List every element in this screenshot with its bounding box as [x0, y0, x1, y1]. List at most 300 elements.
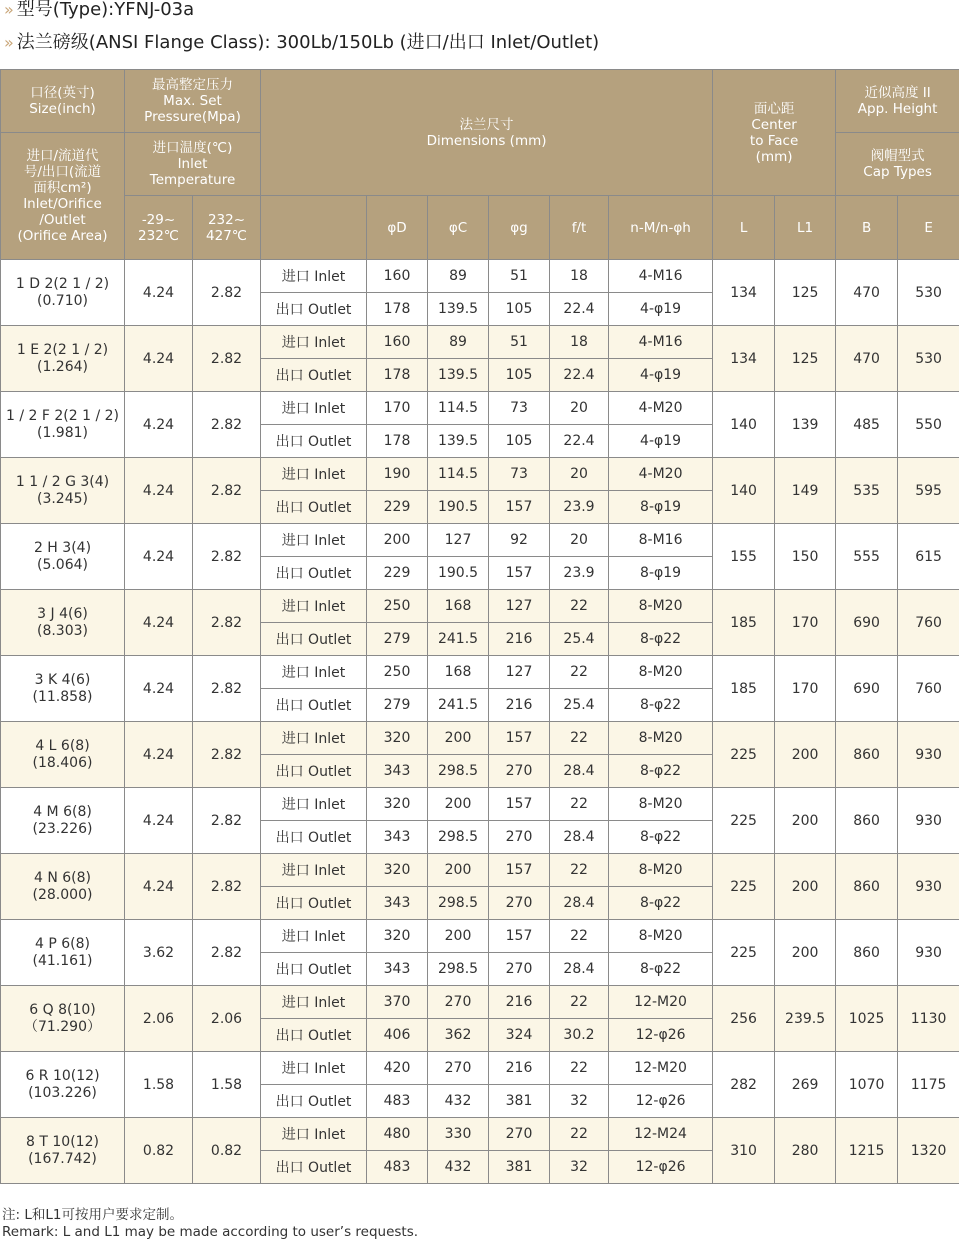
- direction-cell: 出口 Outlet: [261, 755, 367, 788]
- direction-cell: 进口 Inlet: [261, 260, 367, 293]
- phiD-cell: 279: [367, 689, 428, 722]
- size-cell: [1, 1052, 125, 1118]
- nm-cell: 4-φ19: [609, 293, 713, 326]
- phiD-cell: 420: [367, 1052, 428, 1085]
- L1-cell: 200: [775, 854, 836, 920]
- nm-cell: 8-M20: [609, 854, 713, 887]
- phiC-header: φC: [428, 196, 489, 260]
- phiD-cell: 343: [367, 953, 428, 986]
- size-code: 1 1 / 2 G 3(4): [15, 473, 110, 490]
- ft-cell: 28.4: [550, 755, 609, 788]
- pressure-high-temp-cell: 2.82: [193, 920, 261, 986]
- size-code: 4 L 6(8): [35, 737, 90, 754]
- size-cell: [1, 524, 125, 590]
- L-cell: 225: [713, 788, 775, 854]
- phiC-cell: 200: [428, 920, 489, 953]
- phig-cell: 270: [489, 953, 550, 986]
- B-cell: 535: [836, 458, 898, 524]
- L-cell: 140: [713, 458, 775, 524]
- phig-cell: 92: [489, 524, 550, 557]
- direction-cell: 出口 Outlet: [261, 557, 367, 590]
- table-row-inlet: [1, 260, 959, 293]
- phig-cell: 157: [489, 722, 550, 755]
- ft-cell: 20: [550, 392, 609, 425]
- phiD-cell: 250: [367, 590, 428, 623]
- size-code: 4 N 6(8): [33, 869, 92, 886]
- pressure-high-temp-cell: 2.82: [193, 458, 261, 524]
- phiD-cell: 178: [367, 293, 428, 326]
- B-cell: 1215: [836, 1118, 898, 1184]
- direction-cell: 出口 Outlet: [261, 1019, 367, 1052]
- L1-cell: 280: [775, 1118, 836, 1184]
- remark-note: [2, 1207, 418, 1241]
- ft-cell: 20: [550, 458, 609, 491]
- phig-cell: 216: [489, 986, 550, 1019]
- nm-cell: 8-M20: [609, 722, 713, 755]
- pressure-high-temp-cell: 2.82: [193, 656, 261, 722]
- direction-cell: 进口 Inlet: [261, 392, 367, 425]
- direction-cell: 进口 Inlet: [261, 920, 367, 953]
- ft-cell: 18: [550, 326, 609, 359]
- B-cell: 470: [836, 260, 898, 326]
- ft-cell: 22.4: [550, 293, 609, 326]
- nm-cell: 8-M16: [609, 524, 713, 557]
- size-code: 1 / 2 F 2(2 1 / 2): [5, 407, 119, 424]
- phig-cell: 73: [489, 392, 550, 425]
- pressure-high-temp-cell: 2.06: [193, 986, 261, 1052]
- pressure-low-temp-cell: 0.82: [125, 1118, 193, 1184]
- orifice-area: (1.264): [36, 358, 88, 375]
- direction-cell: 出口 Outlet: [261, 821, 367, 854]
- E-cell: 615: [898, 524, 959, 590]
- nm-cell: 8-φ22: [609, 887, 713, 920]
- L-cell: 140: [713, 392, 775, 458]
- ft-cell: 20: [550, 524, 609, 557]
- table-row-inlet: [1, 1052, 959, 1085]
- L1-cell: 200: [775, 722, 836, 788]
- size-cell: [1, 788, 125, 854]
- phig-cell: 73: [489, 458, 550, 491]
- phig-header: φg: [489, 196, 550, 260]
- remark-en: Remark: L and L1 may be made according to user’s requests.: [2, 1224, 419, 1240]
- model-text: 型号(Type):YFNJ-03a: [16, 0, 195, 20]
- ft-cell: 22: [550, 722, 609, 755]
- L1-cell: 200: [775, 788, 836, 854]
- ft-cell: 28.4: [550, 953, 609, 986]
- pressure-header: 最高整定压力 Max. Set Pressure(Mpa): [125, 70, 261, 133]
- phiD-cell: 343: [367, 755, 428, 788]
- phig-cell: 157: [489, 557, 550, 590]
- phiD-cell: 343: [367, 887, 428, 920]
- size-cell: [1, 722, 125, 788]
- pressure-high-temp-cell: 2.82: [193, 854, 261, 920]
- phiD-cell: 229: [367, 491, 428, 524]
- ft-cell: 22: [550, 590, 609, 623]
- pressure-high-temp-cell: 2.82: [193, 722, 261, 788]
- size-cell: [1, 986, 125, 1052]
- E-cell: 930: [898, 920, 959, 986]
- table-body: [1, 260, 959, 1184]
- orifice-area: (8.303): [36, 622, 88, 639]
- L-cell: 134: [713, 326, 775, 392]
- phig-cell: 270: [489, 1118, 550, 1151]
- L-cell: 225: [713, 854, 775, 920]
- phiC-cell: 241.5: [428, 623, 489, 656]
- phiD-cell: 483: [367, 1085, 428, 1118]
- size-cell: [1, 458, 125, 524]
- size-cell: [1, 326, 125, 392]
- ft-cell: 28.4: [550, 887, 609, 920]
- phiC-cell: 298.5: [428, 887, 489, 920]
- phiC-cell: 270: [428, 986, 489, 1019]
- phiD-cell: 320: [367, 854, 428, 887]
- phiC-cell: 190.5: [428, 557, 489, 590]
- direction-cell: 进口 Inlet: [261, 458, 367, 491]
- ft-cell: 22: [550, 920, 609, 953]
- phig-cell: 324: [489, 1019, 550, 1052]
- phiD-cell: 320: [367, 722, 428, 755]
- phiC-cell: 432: [428, 1151, 489, 1184]
- L-cell: 225: [713, 722, 775, 788]
- ft-cell: 22.4: [550, 425, 609, 458]
- ft-cell: 22: [550, 986, 609, 1019]
- phig-cell: 216: [489, 1052, 550, 1085]
- center-to-face-header: 面心距 Center to Face (mm): [713, 70, 836, 196]
- phiC-cell: 168: [428, 656, 489, 689]
- nm-cell: 12-M20: [609, 986, 713, 1019]
- nm-cell: 12-φ26: [609, 1151, 713, 1184]
- L1-cell: 149: [775, 458, 836, 524]
- pressure-low-temp-cell: 4.24: [125, 260, 193, 326]
- phiC-cell: 298.5: [428, 821, 489, 854]
- height-header: 近似高度 II App. Height: [836, 70, 959, 133]
- size-code: 4 M 6(8): [33, 803, 92, 820]
- direction-cell: 出口 Outlet: [261, 623, 367, 656]
- phig-cell: 216: [489, 689, 550, 722]
- phiD-cell: 229: [367, 557, 428, 590]
- nm-cell: 4-M16: [609, 326, 713, 359]
- phiD-cell: 480: [367, 1118, 428, 1151]
- nm-cell: 12-φ26: [609, 1085, 713, 1118]
- phiD-cell: 178: [367, 359, 428, 392]
- phiC-cell: 114.5: [428, 392, 489, 425]
- E-header: E: [898, 196, 959, 260]
- nm-cell: 12-φ26: [609, 1019, 713, 1052]
- pressure-low-temp-cell: 4.24: [125, 326, 193, 392]
- pressure-high-temp-cell: 0.82: [193, 1118, 261, 1184]
- E-cell: 760: [898, 590, 959, 656]
- phiC-cell: 139.5: [428, 425, 489, 458]
- pressure-low-temp-cell: 4.24: [125, 524, 193, 590]
- orifice-area: (103.226): [28, 1084, 97, 1101]
- table-row-inlet: [1, 458, 959, 491]
- size-cell: [1, 656, 125, 722]
- size-code: 1 D 2(2 1 / 2): [15, 275, 110, 292]
- L1-cell: 200: [775, 920, 836, 986]
- spec-table: [0, 69, 959, 1184]
- nm-cell: 4-M20: [609, 392, 713, 425]
- nm-cell: 8-φ19: [609, 491, 713, 524]
- table-header: [1, 70, 959, 260]
- flange-class-text: 法兰磅级(ANSI Flange Class): 300Lb/150Lb (进口/出口 Inlet/Outlet): [16, 32, 600, 53]
- table-row-inlet: [1, 326, 959, 359]
- pressure-low-temp-cell: 4.24: [125, 854, 193, 920]
- direction-cell: 出口 Outlet: [261, 1085, 367, 1118]
- phiC-cell: 362: [428, 1019, 489, 1052]
- E-cell: 595: [898, 458, 959, 524]
- B-header: B: [836, 196, 898, 260]
- ft-cell: 25.4: [550, 623, 609, 656]
- direction-cell: 进口 Inlet: [261, 326, 367, 359]
- phiD-cell: 370: [367, 986, 428, 1019]
- size-code: 6 Q 8(10): [29, 1001, 96, 1018]
- nm-cell: 8-M20: [609, 590, 713, 623]
- phiC-cell: 241.5: [428, 689, 489, 722]
- orifice-area: (5.064): [36, 556, 88, 573]
- phig-cell: 51: [489, 260, 550, 293]
- phiC-cell: 200: [428, 854, 489, 887]
- orifice-header: 进口/流道代 号/出口(流道 面积cm²) Inlet/Orifice /Outlet (Orifice Area): [1, 133, 125, 260]
- size-cell: [1, 590, 125, 656]
- table-row-inlet: [1, 392, 959, 425]
- E-cell: 930: [898, 854, 959, 920]
- phiD-cell: 190: [367, 458, 428, 491]
- ft-cell: 32: [550, 1151, 609, 1184]
- ft-cell: 22: [550, 788, 609, 821]
- nm-cell: 8-φ22: [609, 623, 713, 656]
- table-row-inlet: [1, 986, 959, 1019]
- phig-cell: 157: [489, 920, 550, 953]
- model-heading: [4, 0, 194, 25]
- phiC-cell: 168: [428, 590, 489, 623]
- phiD-cell: 200: [367, 524, 428, 557]
- size-code: 1 E 2(2 1 / 2): [16, 341, 109, 358]
- orifice-area: (11.858): [32, 688, 93, 705]
- ft-cell: 32: [550, 1085, 609, 1118]
- ft-cell: 30.2: [550, 1019, 609, 1052]
- B-cell: 1025: [836, 986, 898, 1052]
- pressure-low-temp-cell: 4.24: [125, 656, 193, 722]
- temp-range-2-header: 232~ 427℃: [193, 196, 261, 260]
- nm-cell: 4-M20: [609, 458, 713, 491]
- phig-cell: 157: [489, 788, 550, 821]
- E-cell: 930: [898, 722, 959, 788]
- phiC-cell: 270: [428, 1052, 489, 1085]
- orifice-area: (0.710): [36, 292, 88, 309]
- nm-cell: 8-φ22: [609, 953, 713, 986]
- phiC-cell: 139.5: [428, 359, 489, 392]
- phiD-cell: 160: [367, 260, 428, 293]
- direction-cell: 进口 Inlet: [261, 590, 367, 623]
- phig-cell: 270: [489, 887, 550, 920]
- phiC-cell: 200: [428, 722, 489, 755]
- phiD-cell: 170: [367, 392, 428, 425]
- E-cell: 1175: [898, 1052, 959, 1118]
- size-cell: [1, 1118, 125, 1184]
- size-code: 8 T 10(12): [26, 1133, 99, 1150]
- direction-cell: 进口 Inlet: [261, 656, 367, 689]
- pressure-low-temp-cell: 4.24: [125, 392, 193, 458]
- phig-cell: 105: [489, 293, 550, 326]
- B-cell: 860: [836, 722, 898, 788]
- direction-cell: 出口 Outlet: [261, 887, 367, 920]
- orifice-area: (1.981): [36, 424, 88, 441]
- size-cell: [1, 260, 125, 326]
- direction-cell: 出口 Outlet: [261, 425, 367, 458]
- pressure-low-temp-cell: 3.62: [125, 920, 193, 986]
- nm-cell: 8-φ22: [609, 689, 713, 722]
- ft-cell: 22: [550, 1118, 609, 1151]
- phiC-cell: 298.5: [428, 755, 489, 788]
- L-cell: 225: [713, 920, 775, 986]
- nm-cell: 12-M20: [609, 1052, 713, 1085]
- phig-cell: 381: [489, 1085, 550, 1118]
- direction-cell: 进口 Inlet: [261, 1118, 367, 1151]
- ft-cell: 22.4: [550, 359, 609, 392]
- L1-cell: 170: [775, 656, 836, 722]
- L-header: L: [713, 196, 775, 260]
- ft-cell: 22: [550, 1052, 609, 1085]
- L1-cell: 139: [775, 392, 836, 458]
- table-row-inlet: [1, 920, 959, 953]
- L-cell: 282: [713, 1052, 775, 1118]
- ft-cell: 22: [550, 656, 609, 689]
- phiC-cell: 139.5: [428, 293, 489, 326]
- table-row-inlet: [1, 722, 959, 755]
- pressure-high-temp-cell: 2.82: [193, 524, 261, 590]
- phiC-cell: 114.5: [428, 458, 489, 491]
- nm-cell: 8-M20: [609, 920, 713, 953]
- pressure-high-temp-cell: 2.82: [193, 260, 261, 326]
- L1-cell: 125: [775, 326, 836, 392]
- nm-cell: 8-φ22: [609, 755, 713, 788]
- nm-header: n-M/n-φh: [609, 196, 713, 260]
- chevron-icon: »: [4, 33, 11, 52]
- E-cell: 530: [898, 260, 959, 326]
- orifice-area: (167.742): [28, 1150, 97, 1167]
- L-cell: 185: [713, 656, 775, 722]
- ft-cell: 18: [550, 260, 609, 293]
- E-cell: 1320: [898, 1118, 959, 1184]
- pressure-high-temp-cell: 2.82: [193, 392, 261, 458]
- B-cell: 860: [836, 788, 898, 854]
- nm-cell: 8-φ22: [609, 821, 713, 854]
- temperature-header: 进口温度(℃) Inlet Temperature: [125, 133, 261, 196]
- phig-cell: 216: [489, 623, 550, 656]
- ft-cell: 22: [550, 854, 609, 887]
- table-row-inlet: [1, 854, 959, 887]
- table-row-inlet: [1, 590, 959, 623]
- phiC-cell: 298.5: [428, 953, 489, 986]
- pressure-high-temp-cell: 2.82: [193, 788, 261, 854]
- direction-cell: 出口 Outlet: [261, 953, 367, 986]
- size-code: 4 P 6(8): [35, 935, 90, 952]
- direction-cell: 进口 Inlet: [261, 722, 367, 755]
- L-cell: 310: [713, 1118, 775, 1184]
- pressure-low-temp-cell: 4.24: [125, 458, 193, 524]
- L1-cell: 269: [775, 1052, 836, 1118]
- direction-header: [261, 196, 367, 260]
- E-cell: 930: [898, 788, 959, 854]
- L1-cell: 170: [775, 590, 836, 656]
- phiD-cell: 178: [367, 425, 428, 458]
- orifice-area: （71.290）: [24, 1018, 101, 1035]
- pressure-high-temp-cell: 2.82: [193, 326, 261, 392]
- nm-cell: 4-φ19: [609, 425, 713, 458]
- chevron-icon: »: [4, 0, 11, 19]
- phig-cell: 127: [489, 656, 550, 689]
- direction-cell: 出口 Outlet: [261, 491, 367, 524]
- flange-class-heading: [4, 28, 599, 58]
- size-code: 3 J 4(6): [37, 605, 88, 622]
- phig-cell: 51: [489, 326, 550, 359]
- phiD-header: φD: [367, 196, 428, 260]
- B-cell: 485: [836, 392, 898, 458]
- phig-cell: 127: [489, 590, 550, 623]
- phiC-cell: 200: [428, 788, 489, 821]
- phig-cell: 270: [489, 755, 550, 788]
- pressure-high-temp-cell: 1.58: [193, 1052, 261, 1118]
- phiD-cell: 320: [367, 788, 428, 821]
- phiD-cell: 279: [367, 623, 428, 656]
- direction-cell: 出口 Outlet: [261, 293, 367, 326]
- ft-cell: 23.9: [550, 557, 609, 590]
- E-cell: 760: [898, 656, 959, 722]
- phiC-cell: 89: [428, 326, 489, 359]
- pressure-low-temp-cell: 4.24: [125, 590, 193, 656]
- B-cell: 1070: [836, 1052, 898, 1118]
- orifice-area: (41.161): [32, 952, 93, 969]
- orifice-area: (28.000): [32, 886, 93, 903]
- direction-cell: 进口 Inlet: [261, 1052, 367, 1085]
- L-cell: 185: [713, 590, 775, 656]
- L-cell: 155: [713, 524, 775, 590]
- phig-cell: 157: [489, 854, 550, 887]
- size-code: 6 R 10(12): [25, 1067, 100, 1084]
- E-cell: 550: [898, 392, 959, 458]
- L-cell: 134: [713, 260, 775, 326]
- B-cell: 555: [836, 524, 898, 590]
- phiC-cell: 127: [428, 524, 489, 557]
- size-code: 3 K 4(6): [34, 671, 91, 688]
- E-cell: 1130: [898, 986, 959, 1052]
- direction-cell: 进口 Inlet: [261, 854, 367, 887]
- phiC-cell: 89: [428, 260, 489, 293]
- dimensions-header: 法兰尺寸 Dimensions (mm): [261, 70, 713, 196]
- direction-cell: 进口 Inlet: [261, 524, 367, 557]
- ft-cell: 23.9: [550, 491, 609, 524]
- ft-cell: 25.4: [550, 689, 609, 722]
- B-cell: 860: [836, 920, 898, 986]
- pressure-low-temp-cell: 2.06: [125, 986, 193, 1052]
- direction-cell: 出口 Outlet: [261, 359, 367, 392]
- cap-types-header: 阀帽型式 Cap Types: [836, 133, 959, 196]
- pressure-low-temp-cell: 4.24: [125, 788, 193, 854]
- pressure-high-temp-cell: 2.82: [193, 590, 261, 656]
- phig-cell: 105: [489, 359, 550, 392]
- direction-cell: 进口 Inlet: [261, 788, 367, 821]
- phiD-cell: 250: [367, 656, 428, 689]
- temp-range-1-header: -29~ 232℃: [125, 196, 193, 260]
- table-row-inlet: [1, 788, 959, 821]
- pressure-low-temp-cell: 4.24: [125, 722, 193, 788]
- L1-cell: 239.5: [775, 986, 836, 1052]
- nm-cell: 8-M20: [609, 656, 713, 689]
- phig-cell: 270: [489, 821, 550, 854]
- table-row-inlet: [1, 656, 959, 689]
- size-header: 口径(英寸) Size(inch): [1, 70, 125, 133]
- phiC-cell: 432: [428, 1085, 489, 1118]
